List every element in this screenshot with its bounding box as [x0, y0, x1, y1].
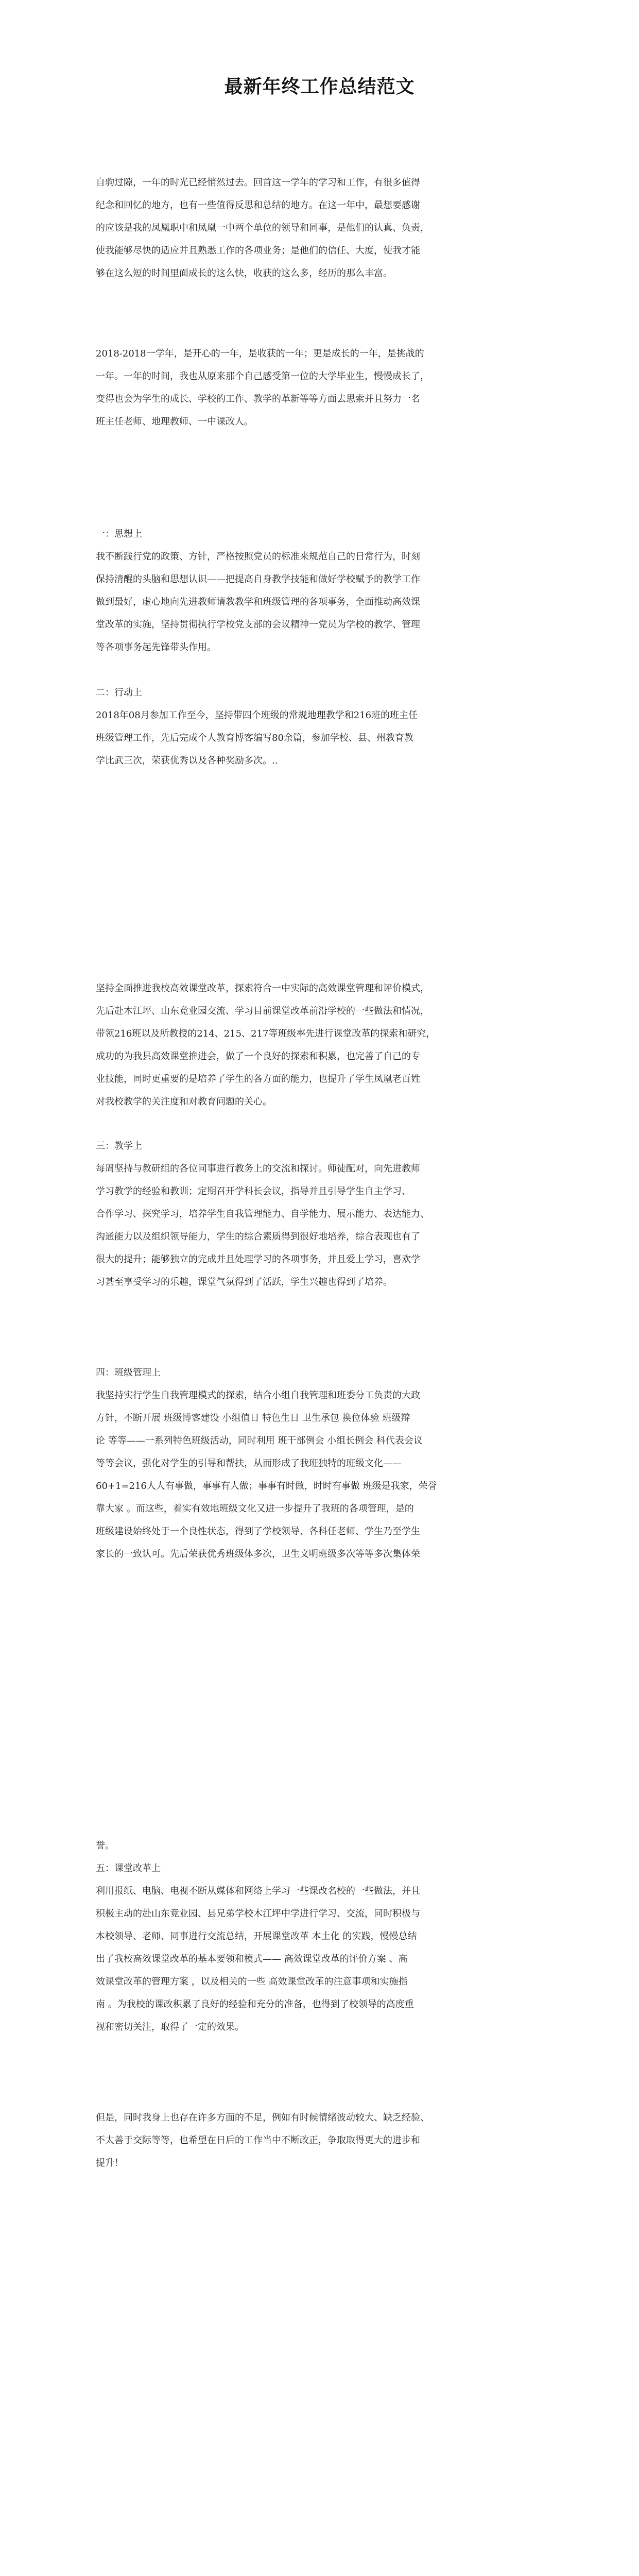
text-line: 不太善于交际等等，也希望在日后的工作当中不断改正，争取取得更大的进步和	[96, 2135, 420, 2146]
paragraph-class-management	[96, 1384, 544, 1566]
text-line: 等等会议，强化对学生的引导和帮扶，从而形成了我班独特的班级文化——	[96, 1458, 402, 1469]
text-line: 积极主动的赴山东竟业园、县兄弟学校木江坪中学进行学习、交流，同时积极与	[96, 1908, 420, 1919]
text-line: 做到最好，虚心地向先进教师请教教学和班级管理的各项事务，全面推动高效课	[96, 597, 420, 607]
paragraph-year-summary	[96, 343, 544, 433]
text-line: 纪念和回忆的地方，也有一些值得反思和总结的地方。在这一年中，最想要感谢	[96, 200, 420, 211]
text-line: 60+1=216人人有事做，事事有人做；事事有时做，时时有事做 班级是我家，荣誉	[96, 1481, 437, 1492]
text-line: 合作学习、探究学习，培养学生自我管理能力、自学能力、展示能力、表达能力、	[96, 1209, 429, 1219]
paragraph-action	[96, 704, 544, 772]
section-heading-classroom-reform	[96, 1857, 544, 1880]
text-line: 提升！	[96, 2158, 124, 2168]
text-line: 出了我校高效课堂改革的基本要领和模式—— 高效课堂改革的评价方案 、高	[96, 1954, 408, 1964]
text-line: 论 等等——一系列特色班级活动，同时利用 班干部例会 小组长例会 科代表会议	[96, 1435, 423, 1446]
text-line: 班级建设始终处于一个良性状态，得到了学校领导、各科任老师、学生乃至学生	[96, 1526, 420, 1537]
paragraph-classroom-reform	[96, 1880, 544, 2039]
text-line: 一：思想上	[96, 529, 142, 539]
text-line: 誉。	[96, 1840, 114, 1851]
text-line: 家长的一致认可。先后荣获优秀班级体多次，卫生文明班级多次等等多次集体荣	[96, 1549, 420, 1560]
section-heading-teaching	[96, 1135, 544, 1158]
section-heading-class-management	[96, 1362, 544, 1384]
section-heading-thought	[96, 523, 544, 546]
text-line: 南 。为我校的课改积累了良好的经验和充分的准备，也得到了校领导的高度重	[96, 1999, 414, 2010]
text-line: 利用报纸、电脑、电视不断从媒体和网络上学习一些课改名校的一些做法，并且	[96, 1886, 420, 1896]
text-line: 二：行动上	[96, 687, 142, 698]
text-line: 很大的提升；能够独立的完成并且处理学习的各项事务，并且爱上学习，喜欢学	[96, 1254, 420, 1265]
text-line: 先后赴木江坪、山东竟业园交流、学习目前课堂改革前沿学校的一些做法和情况，	[96, 1006, 429, 1016]
text-line: 够在这么短的时间里面成长的这么快，收获的这么多，经历的那么丰富。	[96, 268, 392, 279]
text-line: 方针，不断开展 班级博客建设 小组值日 特色生日 卫生承包 换位体验 班级辩	[96, 1413, 410, 1423]
text-line: 一年。一年的时间，我也从原来那个自己感受第一位的大学毕业生，慢慢成长了，	[96, 371, 429, 382]
section-heading-action	[96, 682, 544, 704]
text-line: 我坚持实行学生自我管理模式的探索，结合小组自我管理和班委分工负责的大政	[96, 1390, 420, 1401]
text-line: 使我能够尽快的适应并且熟悉工作的各项业务；是他们的信任、大度，使我才能	[96, 245, 420, 256]
text-line: 四：班级管理上	[96, 1367, 161, 1378]
text-line: 班主任老师、地理教师、一中课改人。	[96, 416, 253, 427]
paragraph-teaching	[96, 1158, 544, 1294]
text-line: 等各项事务起先锋带头作用。	[96, 642, 216, 653]
paragraph-conclusion	[96, 2107, 544, 2175]
text-line: 2018年08月参加工作至今，坚持带四个班级的常规地理教学和216班的班主任	[96, 710, 418, 721]
text-line: 靠大家 。而这些，着实有效地班级文化又进一步提升了我班的各项管理，是的	[96, 1503, 414, 1514]
text-line: 对我校教学的关注度和对教育问题的关心。	[96, 1096, 272, 1107]
text-line: 的应该是我的凤凰职中和凤凰一中两个单位的领导和同事，是他们的认真、负责，	[96, 223, 429, 233]
text-line: 每周坚持与教研组的各位同事进行教务上的交流和探讨。师徒配对，向先进教师	[96, 1163, 420, 1174]
paragraph-reform-progress	[96, 977, 544, 1113]
text-line: 三：教学上	[96, 1141, 142, 1151]
text-line: 但是，同时我身上也存在许多方面的不足，例如有时候情绪波动较大、缺乏经验、	[96, 2112, 429, 2123]
paragraph-class-management-end	[96, 1835, 544, 1857]
paragraph-intro	[96, 172, 544, 285]
text-line: 效课堂改革的管理方案 ，以及相关的一些 高效课堂改革的注意事项和实施指	[96, 1976, 408, 1987]
text-line: 班级管理工作，先后完成个人教育博客编写80余篇，参加学校、县、州教育教	[96, 733, 413, 743]
text-line: 本校领导、老师、同事进行交流总结，开展课堂改革 本土化 的实践，慢慢总结	[96, 1931, 417, 1942]
text-line: 变得也会为学生的成长、学校的工作、教学的革新等等方面去思索并且努力一名	[96, 394, 420, 404]
text-line: 业技能，同时更重要的是培养了学生的各方面的能力，也提升了学生凤凰老百姓	[96, 1074, 420, 1084]
text-line: 视和密切关注，取得了一定的效果。	[96, 2022, 244, 2032]
text-line: 五：课堂改革上	[96, 1863, 161, 1874]
text-line: 我不断践行党的政策、方针，严格按照党员的标准来规范自己的日常行为，时刻	[96, 551, 420, 562]
paragraph-thought	[96, 546, 544, 659]
text-line: 沟通能力以及组织领导能力，学生的综合素质得到很好地培养，综合表现也有了	[96, 1231, 420, 1242]
text-line: 堂改革的实施，坚持贯彻执行学校党支部的会议精神一党员为学校的教学、管理	[96, 619, 420, 630]
text-line: 带领216班以及所教授的214、215、217等班级率先进行课堂改革的探索和研究，	[96, 1028, 436, 1039]
text-line: 习甚至享受学习的乐趣，课堂气氛得到了活跃，学生兴趣也得到了培养。	[96, 1277, 392, 1287]
text-line: 学比武三次，荣获优秀以及各种奖励多次。..	[96, 755, 278, 766]
document-title: 最新年终工作总结范文	[224, 76, 415, 97]
text-line: 坚持全面推进我校高效课堂改革，探索符合一中实际的高效课堂管理和评价模式，	[96, 983, 429, 994]
text-line: 学习教学的经验和教训；定期召开学科长会议，指导并且引导学生自主学习、	[96, 1186, 411, 1197]
text-line: 保持清醒的头脑和思想认识——把提高自身教学技能和做好学校赋予的教学工作	[96, 574, 420, 585]
text-line: 自驹过隙，一年的时光已经悄然过去。回首这一学年的学习和工作，有很多值得	[96, 177, 420, 188]
text-line: 成功的为我县高效课堂推进会，做了一个良好的探索和积累，也完善了自己的专	[96, 1051, 420, 1062]
text-line: 2018-2018一学年，是开心的一年，是收获的一年；更是成长的一年，是挑战的	[96, 348, 424, 359]
